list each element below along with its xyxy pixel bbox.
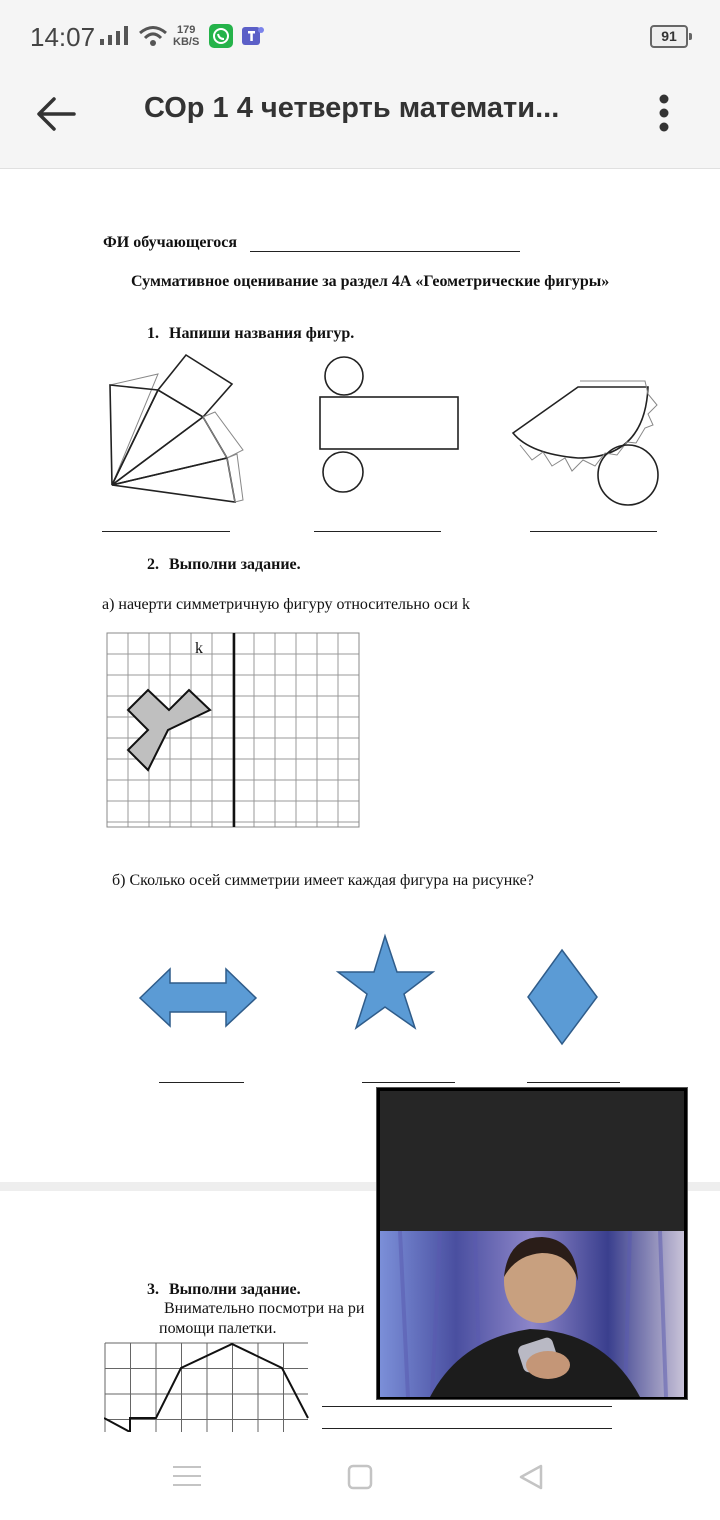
star-shape (338, 936, 433, 1028)
name-underline (250, 251, 520, 252)
teams-icon (241, 24, 265, 48)
answer-line-4 (159, 1082, 244, 1083)
task3-palette-grid (104, 1342, 310, 1432)
back-arrow-icon[interactable] (34, 94, 78, 134)
status-bar (0, 0, 720, 72)
answer-line-2 (314, 531, 441, 532)
status-time: 14:07 (30, 22, 96, 52)
double-arrow-shape (140, 969, 256, 1026)
axis-label: k (195, 640, 203, 657)
task3-line1: Внимательно посмотри на ри (164, 1300, 365, 1317)
symmetry-grid (106, 632, 361, 830)
task3-figure (104, 1344, 308, 1432)
grid-figure (128, 690, 210, 770)
answer-line-7 (322, 1406, 612, 1407)
answer-line-6 (527, 1082, 620, 1083)
signal-icon (100, 26, 130, 46)
doc-heading: Суммативное оценивание за раздел 4А «Геометрические фигуры» (131, 273, 610, 290)
system-nav-bar (0, 1432, 720, 1520)
task2-part-b: б) Сколько осей симметрии имеет каждая фигура на рисунке? (112, 872, 534, 889)
back-triangle-icon[interactable] (517, 1463, 545, 1491)
menu-icon[interactable] (173, 1464, 201, 1488)
answer-line-5 (362, 1082, 455, 1083)
task3-number: 3. (147, 1281, 159, 1298)
name-label: ФИ обучающегося (103, 234, 238, 251)
net-speed: 179 KB/S (173, 24, 200, 48)
task1-figures (100, 350, 680, 520)
answer-line-1 (102, 531, 230, 532)
task2-text: Выполни задание. (169, 556, 301, 573)
pyramid-net-figure (110, 355, 243, 502)
wifi-icon (138, 24, 168, 48)
more-vertical-icon[interactable] (654, 94, 674, 138)
task2-number: 2. (147, 556, 159, 573)
cylinder-net-figure (320, 357, 458, 492)
symmetry-shapes (138, 932, 608, 1050)
task1-text: Напиши названия фигур. (169, 325, 355, 342)
rhombus-shape (528, 950, 597, 1044)
video-call-overlay[interactable] (376, 1087, 688, 1400)
answer-line-8 (322, 1428, 612, 1429)
task2-part-a: а) начерти симметричную фигуру относительно оси k (102, 596, 470, 613)
task1-number: 1. (147, 325, 159, 342)
task3-line2: помощи палетки. (159, 1320, 277, 1337)
home-square-icon[interactable] (347, 1464, 373, 1490)
cone-net-figure (513, 381, 658, 505)
app-bar (0, 72, 720, 169)
whatsapp-icon (209, 24, 233, 48)
video-feed (380, 1231, 684, 1397)
page-title: СОр 1 4 четверть математи... (144, 92, 560, 124)
battery-indicator: 91 (650, 25, 688, 48)
answer-line-3 (530, 531, 657, 532)
task3-text: Выполни задание. (169, 1281, 301, 1298)
video-header (380, 1091, 684, 1231)
